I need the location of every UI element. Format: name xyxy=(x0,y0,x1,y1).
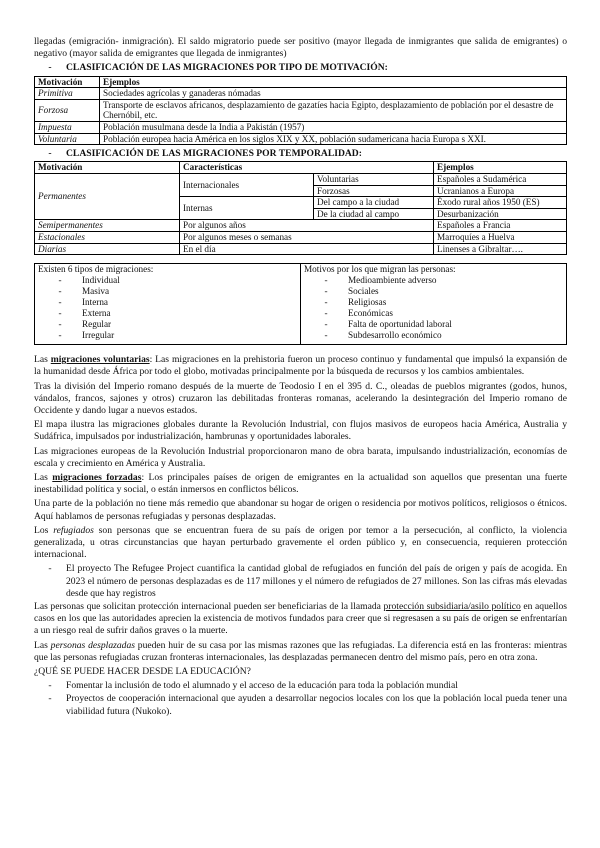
migration-types xyxy=(35,264,300,344)
list-item: - Regular xyxy=(58,319,112,330)
list-item: - Económicas xyxy=(324,308,393,319)
list-item: - Fomentar la inclusión de todo el alumnado y el acceso de la educación para toda la población mundial xyxy=(48,680,458,692)
paragraph-forced: Las migraciones forzadas: Los principales países de origen de emigrantes en la actualidad son aquellos que presentan una fuerte inestabilidad política y social, o están inmersos en conflictos bélicos. xyxy=(34,471,567,496)
list-item: - Medioambiente adverso xyxy=(324,275,437,286)
table-row: Estacionales Por algunos meses o semanas Marroquíes a Huelva xyxy=(35,231,567,243)
list-item: - El proyecto The Refugee Project cuantifica la cantidad global de refugiados en función del país de origen y país de acogida. En 2023 el número de personas desplazadas es de 117 millones y el número de refugiados de 27 millones. Son las cifras más elevadas desde que hay registros xyxy=(48,563,567,599)
list-item: - Proyectos de cooperación internacional que ayuden a desarrollar negocios locales con los que la población local pueda tener una viabilidad futura (Nukoko). xyxy=(48,693,567,717)
refugee-project-list xyxy=(34,563,567,600)
table-header: Ejemplos xyxy=(434,162,567,174)
list-item: - Sociales xyxy=(324,286,379,297)
table-row: Permanentes Internacionales Voluntarias Españoles a Sudamérica xyxy=(35,173,567,185)
lists-box xyxy=(34,263,567,345)
list-item: - Falta de oportunidad laboral xyxy=(324,319,452,330)
list-item: - Irregular xyxy=(58,330,115,341)
paragraph-population: Una parte de la población no tiene más remedio que abandonar su hogar de origen o residencia por motivos políticos, religiosos o étnicos. Aquí hablamos de personas refugiadas y personas desplazadas. xyxy=(34,498,567,522)
table-row: De la ciudad al campo Desurbanización xyxy=(35,208,567,220)
table-row: Primitiva Sociedades agrícolas y ganaderas nómadas xyxy=(35,88,567,100)
migration-motives xyxy=(300,264,566,344)
table-row: Diarias En el día Linenses a Gibraltar…. xyxy=(35,243,567,255)
motivation-table xyxy=(34,76,567,146)
table-header: Motivación xyxy=(35,162,180,174)
education-list xyxy=(34,680,567,718)
motives-title: Motivos por los que migran las personas: xyxy=(304,264,456,275)
table-header: Motivación xyxy=(35,76,100,88)
paragraph-displaced: Las personas desplazadas pueden huir de su casa por las mismas razones que las refugiadas. La diferencia está en las fronteras: mientras que las personas refugiadas cruzan fronteras internacionales, las desplazadas permanecen dentro del mismo país, pero en otra zona. xyxy=(34,639,567,663)
table-row: Forzosas Ucranianos a Europa xyxy=(35,185,567,197)
heading-motivation: - CLASIFICACIÓN DE LAS MIGRACIONES POR TIPO DE MOTIVACIÓN: xyxy=(48,62,388,74)
paragraph-voluntary: Las migraciones voluntarias: Las migraciones en la prehistoria fueron un proceso continuo y fundamental que impulsó la expansión de la humanidad desde África por todo el globo, motivadas principalmente por la búsqueda de recursos y los cambios ambientales. xyxy=(34,354,567,378)
paragraph-protection: Las personas que solicitan protección internacional pueden ser beneficiarias de la llamada protección subsidiaria/asilo político en aquellos casos en los que las autoridades aprecien la existencia de motivos fundados para creer que si regresasen a su país de origen se enfrentarían a un riesgo real de sufrir daños graves o la muerte. xyxy=(34,600,567,637)
list-item: - Subdesarrollo económico xyxy=(324,330,442,341)
table-header: Ejemplos xyxy=(100,76,567,88)
table-header: Características xyxy=(180,162,434,174)
list-item: - Externa xyxy=(58,308,111,319)
paragraph-rome: Tras la división del Imperio romano después de la muerte de Teodosio I en el 395 d. C., oleadas de pueblos migrantes (godos, hunos, vándalos, francos, sajones y otros) cruzaron las debilitadas fronteras romanas, acelerando la desintegración del Imperio romano de Occidente y dando lugar a nuevos estados. xyxy=(34,380,567,416)
paragraph-refugees: Los refugiados son personas que se encuentran fuera de su país de origen por temor a la persecución, al conflicto, la violencia generalizada, u otras circunstancias que hayan perturbado gravemente el orden público y, en consecuencia, requieren protección internacional. xyxy=(34,524,567,561)
paragraph-map: El mapa ilustra las migraciones globales durante la Revolución Industrial, con flujos masivos de europeos hacia América, Australia y Sudáfrica, impulsados por industrialización, hambrunas y oportunidades laborales. xyxy=(34,419,567,443)
list-item: - Interna xyxy=(58,297,109,308)
table-row: Impuesta Población musulmana desde la India a Pakistán (1957) xyxy=(35,121,567,133)
education-question: ¿QUÉ SE PUEDE HACER DESDE LA EDUCACIÓN? xyxy=(34,666,251,677)
document-page xyxy=(34,36,567,719)
paragraph-industrial: Las migraciones europeas de la Revolución Industrial proporcionaron mano de obra barata, impulsando industrialización, economías de escala y crecimiento en América y Australia. xyxy=(34,445,567,469)
intro-paragraph: llegadas (emigración- inmigración). El saldo migratorio puede ser positivo (mayor llegada de inmigrantes que salida de emigrantes) o negativo (mayor salida de emigrantes que llegada de inmigrantes) xyxy=(34,36,567,60)
table-row: Forzosa Transporte de esclavos africanos, desplazamiento de gazatíes hacia Egipto, desplazamiento de población por el desastre de Chernóbil, etc. xyxy=(35,99,567,121)
list-item: - Individual xyxy=(58,275,120,286)
table-row: Internas Del campo a la ciudad Éxodo rural años 1950 (ES) xyxy=(35,197,567,209)
list-item: - Religiosas xyxy=(324,297,387,308)
types-title: Existen 6 tipos de migraciones: xyxy=(38,264,154,275)
table-row: Semipermanentes Por algunos años Españoles a Francia xyxy=(35,220,567,232)
temporality-table xyxy=(34,161,567,255)
heading-temporality: - CLASIFICACIÓN DE LAS MIGRACIONES POR TEMPORALIDAD: xyxy=(48,148,362,160)
list-item: - Masiva xyxy=(58,286,110,297)
table-row: Voluntaria Población europea hacia América en los siglos XIX y XX, población sudamericana hacia Europa s XXI. xyxy=(35,133,567,145)
